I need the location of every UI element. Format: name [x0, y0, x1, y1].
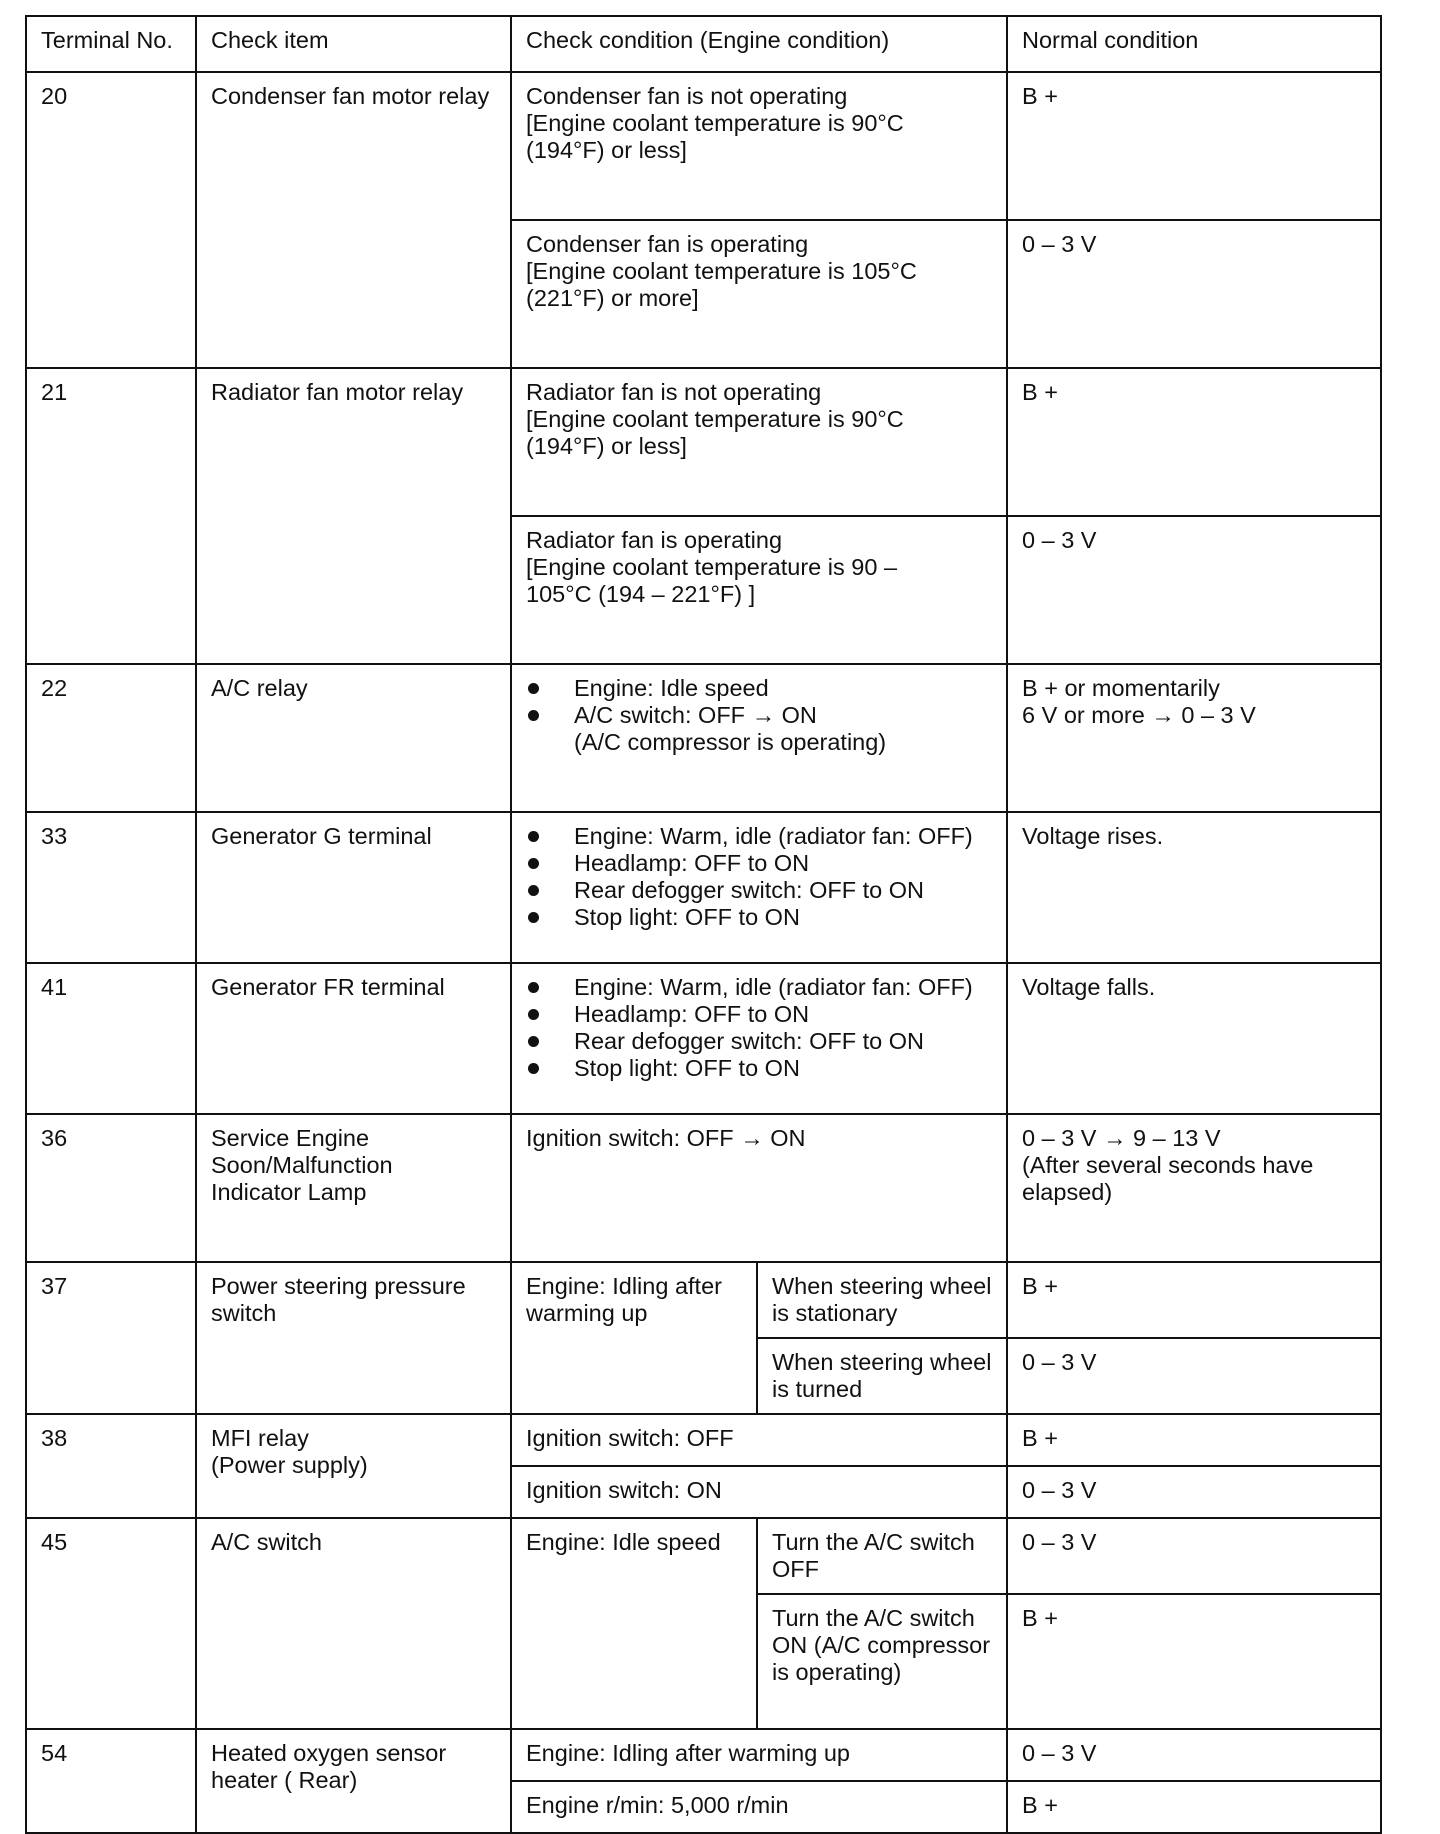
check-condition — [511, 368, 1007, 516]
normal-condition: 0 – 3 V — [1007, 1518, 1381, 1594]
normal-condition: B + — [1007, 1781, 1381, 1833]
check-condition — [511, 516, 1007, 664]
item-line: Indicator Lamp — [211, 1179, 367, 1205]
terminal-no: 37 — [26, 1262, 196, 1414]
table-row — [26, 1414, 1381, 1466]
table-row — [26, 72, 1381, 220]
condition-list — [526, 823, 994, 931]
normal-line: 6 V or more → 0 – 3 V — [1022, 702, 1256, 728]
normal-condition: B + — [1007, 368, 1381, 516]
check-item — [196, 1114, 511, 1262]
terminal-no: 21 — [26, 368, 196, 664]
normal-condition — [1007, 1114, 1381, 1262]
check-item — [196, 1414, 511, 1518]
header-check-item: Check item — [196, 16, 511, 72]
check-condition — [511, 812, 1007, 963]
table-row — [26, 963, 1381, 1114]
condition-line: Radiator fan is not operating — [526, 379, 822, 405]
header-row — [26, 16, 1381, 72]
list-item: Rear defogger switch: OFF to ON — [526, 1028, 994, 1055]
condition-line: (194°F) or less] — [526, 433, 687, 459]
item-line: MFI relay — [211, 1425, 309, 1451]
normal-condition: B + — [1007, 1414, 1381, 1466]
table-row — [26, 1729, 1381, 1781]
normal-condition: B + — [1007, 1594, 1381, 1729]
terminal-no: 41 — [26, 963, 196, 1114]
check-condition — [511, 664, 1007, 812]
item-line: (Power supply) — [211, 1452, 368, 1478]
terminal-no: 33 — [26, 812, 196, 963]
check-condition — [511, 72, 1007, 220]
condition-line: [Engine coolant temperature is 105°C — [526, 258, 917, 284]
terminal-no: 22 — [26, 664, 196, 812]
condition-line: [Engine coolant temperature is 90 – — [526, 554, 898, 580]
normal-condition: 0 – 3 V — [1007, 1466, 1381, 1518]
condition-line: Radiator fan is operating — [526, 527, 783, 553]
list-item: Headlamp: OFF to ON — [526, 1001, 994, 1028]
normal-condition: 0 – 3 V — [1007, 1729, 1381, 1781]
list-item: Rear defogger switch: OFF to ON — [526, 877, 994, 904]
condition-line: Condenser fan is not operating — [526, 83, 848, 109]
check-sub-condition: When steering wheel is stationary — [757, 1262, 1007, 1338]
check-condition — [511, 220, 1007, 368]
condition-note: (A/C compressor is operating) — [574, 729, 887, 755]
check-sub-condition: When steering wheel is turned — [757, 1338, 1007, 1414]
normal-condition: B + — [1007, 72, 1381, 220]
table-row — [26, 812, 1381, 963]
check-item: A/C switch — [196, 1518, 511, 1729]
condition-line: (194°F) or less] — [526, 137, 687, 163]
normal-condition: B + — [1007, 1262, 1381, 1338]
list-item: A/C switch: OFF → ON — [526, 702, 994, 729]
list-item: Engine: Warm, idle (radiator fan: OFF) — [526, 823, 994, 850]
header-normal-condition: Normal condition — [1007, 16, 1381, 72]
terminal-check-table — [25, 15, 1382, 1834]
check-condition: Engine: Idling after warming up — [511, 1262, 757, 1414]
header-terminal: Terminal No. — [26, 16, 196, 72]
table-row — [26, 1262, 1381, 1338]
list-item: Headlamp: OFF to ON — [526, 850, 994, 877]
check-item: Power steering pressure switch — [196, 1262, 511, 1414]
terminal-no: 45 — [26, 1518, 196, 1729]
check-item: Condenser fan motor relay — [196, 72, 511, 368]
condition-line: 105°C (194 – 221°F) ] — [526, 581, 756, 607]
terminal-no: 38 — [26, 1414, 196, 1518]
check-item: Radiator fan motor relay — [196, 368, 511, 664]
check-condition: Ignition switch: OFF — [511, 1414, 1007, 1466]
normal-condition: 0 – 3 V — [1007, 220, 1381, 368]
list-item: Engine: Idle speed — [526, 675, 994, 702]
check-condition — [511, 963, 1007, 1114]
normal-line: (After several seconds have — [1022, 1152, 1314, 1178]
check-sub-condition: Turn the A/C switch ON (A/C compressor is operating) — [757, 1594, 1007, 1729]
terminal-no: 54 — [26, 1729, 196, 1833]
normal-condition: 0 – 3 V — [1007, 1338, 1381, 1414]
item-line: Soon/Malfunction — [211, 1152, 393, 1178]
terminal-no: 20 — [26, 72, 196, 368]
condition-list — [526, 974, 994, 1082]
check-condition: Ignition switch: OFF → ON — [511, 1114, 1007, 1262]
table-row — [26, 1518, 1381, 1594]
list-item: Engine: Warm, idle (radiator fan: OFF) — [526, 974, 994, 1001]
normal-line: B + or momentarily — [1022, 675, 1220, 701]
condition-line: Condenser fan is operating — [526, 231, 809, 257]
check-sub-condition: Turn the A/C switch OFF — [757, 1518, 1007, 1594]
table-row — [26, 1114, 1381, 1262]
check-item: Generator G terminal — [196, 812, 511, 963]
condition-line: [Engine coolant temperature is 90°C — [526, 110, 904, 136]
condition-line: (221°F) or more] — [526, 285, 699, 311]
list-item: Stop light: OFF to ON — [526, 904, 994, 931]
header-check-condition: Check condition (Engine condition) — [511, 16, 1007, 72]
table-row — [26, 664, 1381, 812]
normal-condition — [1007, 664, 1381, 812]
terminal-no: 36 — [26, 1114, 196, 1262]
list-item: Stop light: OFF to ON — [526, 1055, 994, 1082]
check-condition: Engine: Idle speed — [511, 1518, 757, 1729]
check-item: A/C relay — [196, 664, 511, 812]
condition-line: [Engine coolant temperature is 90°C — [526, 406, 904, 432]
check-condition: Engine r/min: 5,000 r/min — [511, 1781, 1007, 1833]
table-row — [26, 368, 1381, 516]
check-condition: Engine: Idling after warming up — [511, 1729, 1007, 1781]
normal-condition: Voltage falls. — [1007, 963, 1381, 1114]
check-condition: Ignition switch: ON — [511, 1466, 1007, 1518]
check-item: Generator FR terminal — [196, 963, 511, 1114]
condition-list — [526, 675, 994, 729]
normal-line: 0 – 3 V → 9 – 13 V — [1022, 1125, 1221, 1151]
normal-condition: Voltage rises. — [1007, 812, 1381, 963]
item-line: Service Engine — [211, 1125, 370, 1151]
normal-condition: 0 – 3 V — [1007, 516, 1381, 664]
normal-line: elapsed) — [1022, 1179, 1113, 1205]
check-item: Heated oxygen sensor heater ( Rear) — [196, 1729, 511, 1833]
